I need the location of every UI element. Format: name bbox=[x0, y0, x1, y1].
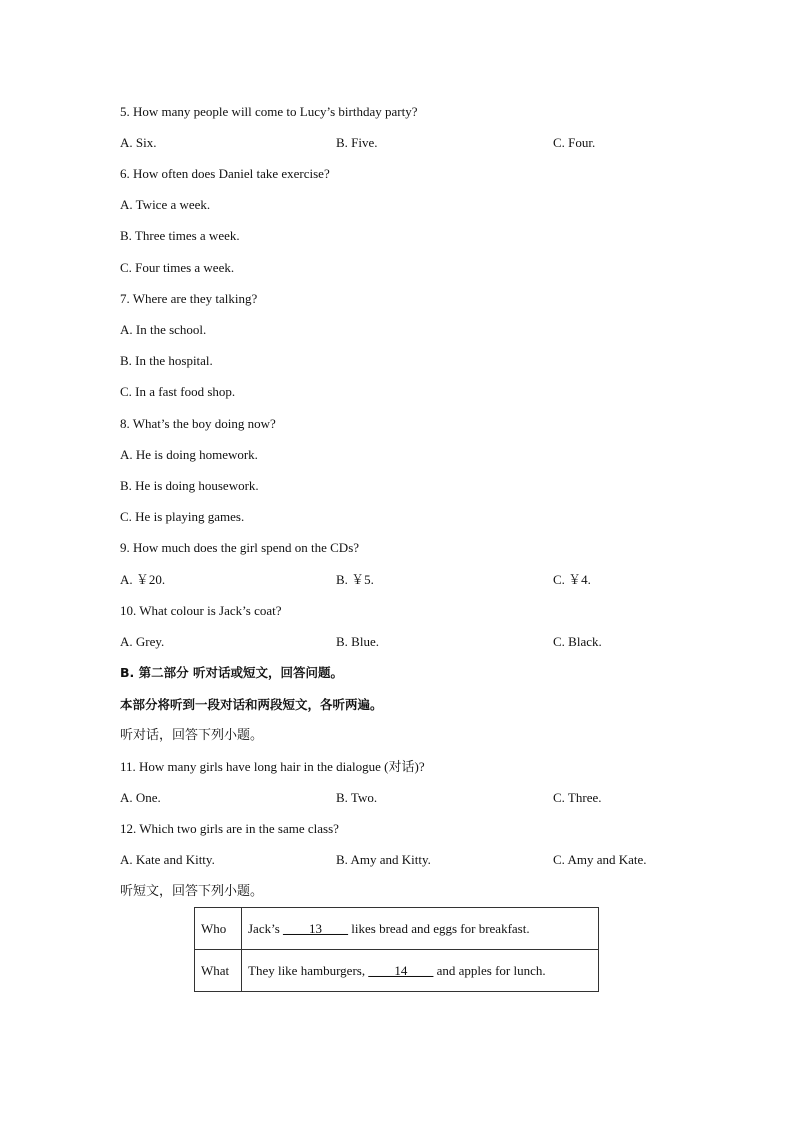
question-7-option-a: A. In the school. bbox=[120, 322, 207, 337]
text-after: and apples for lunch. bbox=[433, 962, 546, 978]
blank-13[interactable]: ____13____ bbox=[283, 920, 349, 936]
question-7-option-b: B. In the hospital. bbox=[120, 353, 213, 368]
row-content bbox=[242, 908, 599, 950]
question-7-stem: 7. Where are they talking? bbox=[120, 291, 258, 306]
question-6-option-c: C. Four times a week. bbox=[120, 260, 235, 275]
table-row bbox=[195, 950, 599, 992]
question-11-stem: 11. How many girls have long hair in the dialogue (对话)? bbox=[120, 759, 425, 774]
row-label-what: What bbox=[195, 950, 242, 992]
section-b-heading: B. 第二部分 听对话或短文，回答问题。 bbox=[120, 665, 343, 680]
blank-14[interactable]: ____14____ bbox=[368, 962, 434, 978]
table-row bbox=[195, 908, 599, 950]
question-9-stem: 9. How much does the girl spend on the CDs? bbox=[120, 540, 360, 555]
question-8-option-b: B. He is doing housework. bbox=[120, 478, 259, 493]
question-12-option-c: C. Amy and Kate. bbox=[553, 852, 647, 867]
question-9-option-c: C. ￥4. bbox=[553, 572, 591, 587]
question-12-stem: 12. Which two girls are in the same class? bbox=[120, 821, 339, 836]
question-10-option-c: C. Black. bbox=[553, 634, 602, 649]
question-10-option-a: A. Grey. bbox=[120, 634, 165, 649]
row-content bbox=[242, 950, 599, 992]
question-11-option-a: A. One. bbox=[120, 790, 161, 805]
question-9-option-b: B. ￥5. bbox=[336, 572, 374, 587]
question-10-stem: 10. What colour is Jack’s coat? bbox=[120, 603, 282, 618]
question-9-option-a: A. ￥20. bbox=[120, 572, 166, 587]
question-7-option-c: C. In a fast food shop. bbox=[120, 384, 236, 399]
question-6-option-a: A. Twice a week. bbox=[120, 197, 211, 212]
question-8-option-c: C. He is playing games. bbox=[120, 509, 245, 524]
question-12-option-a: A. Kate and Kitty. bbox=[120, 852, 215, 867]
row-label-who: Who bbox=[195, 908, 242, 950]
text-before: They like hamburgers, bbox=[248, 962, 369, 978]
question-12-option-b: B. Amy and Kitty. bbox=[336, 852, 431, 867]
question-6-stem: 6. How often does Daniel take exercise? bbox=[120, 166, 330, 181]
question-5-option-a: A. Six. bbox=[120, 135, 157, 150]
question-6-option-b: B. Three times a week. bbox=[120, 228, 240, 243]
question-8-option-a: A. He is doing homework. bbox=[120, 447, 258, 462]
question-11-option-c: C. Three. bbox=[553, 790, 602, 805]
question-5-stem: 5. How many people will come to Lucy’s birthday party? bbox=[120, 104, 418, 119]
text-before: Jack’s bbox=[248, 920, 284, 936]
question-5-option-c: C. Four. bbox=[553, 135, 596, 150]
text-after: likes bread and eggs for breakfast. bbox=[348, 920, 530, 936]
fill-in-table bbox=[194, 907, 599, 992]
question-8-stem: 8. What’s the boy doing now? bbox=[120, 416, 276, 431]
question-10-option-b: B. Blue. bbox=[336, 634, 379, 649]
dialogue-intro: 听对话，回答下列小题。 bbox=[120, 728, 264, 743]
question-11-option-b: B. Two. bbox=[336, 790, 378, 805]
passage-intro: 听短文，回答下列小题。 bbox=[120, 884, 264, 899]
question-5-option-b: B. Five. bbox=[336, 135, 378, 150]
section-b-instruction: 本部分将听到一段对话和两段短文，各听两遍。 bbox=[120, 697, 383, 712]
